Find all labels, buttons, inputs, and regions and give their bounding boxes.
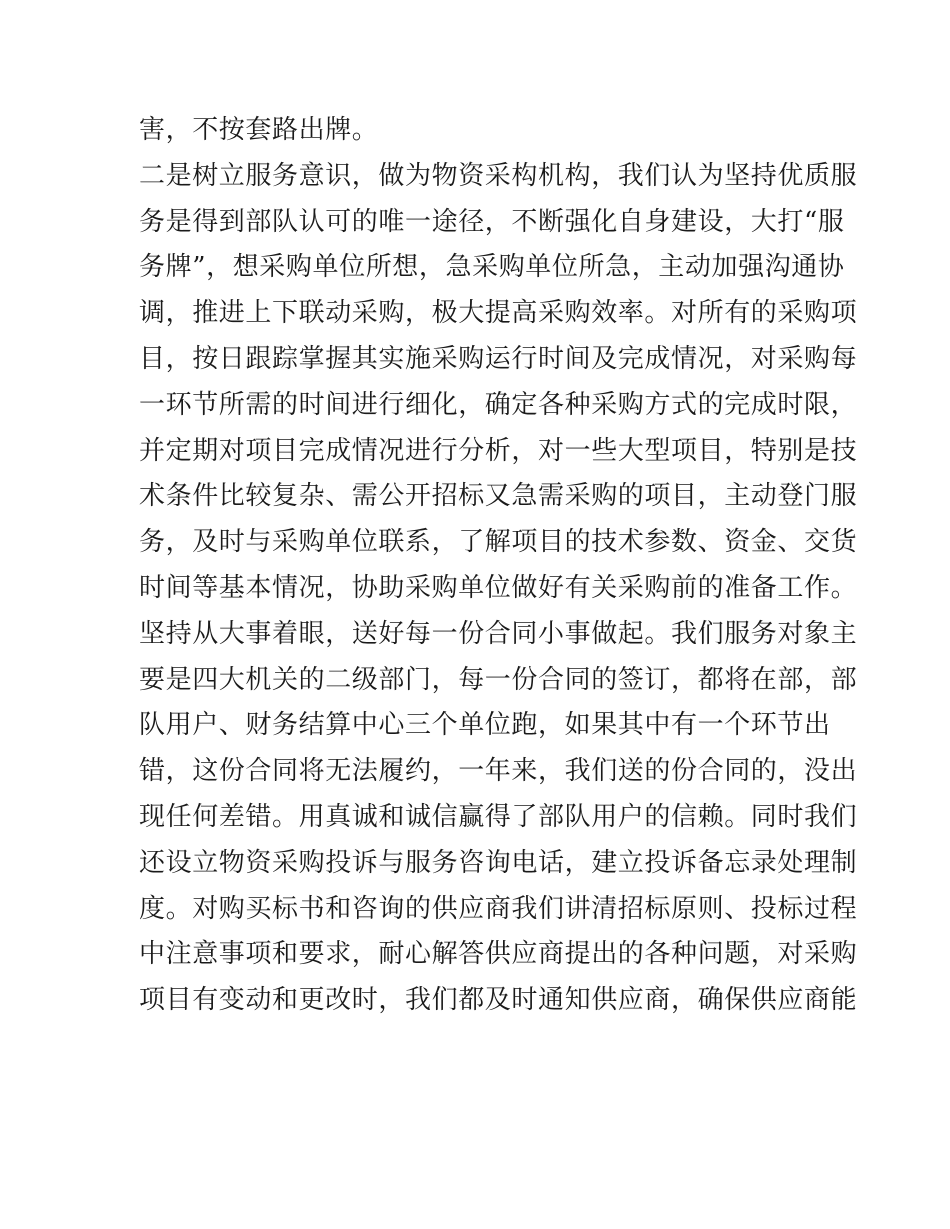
text-line: 中注意事项和要求，耐心解答供应商提出的各种问题，对采购: [139, 939, 858, 970]
text-line: 一环节所需的时间进行细化，确定各种采购方式的完成时限，: [139, 389, 858, 420]
text-line: 坚持从大事着眼，送好每一份合同小事做起。我们服务对象主: [139, 618, 858, 649]
text-line: 要是四大机关的二级部门，每一份合同的签订，都将在部，部: [139, 664, 858, 695]
text-line: 错，这份合同将无法履约，一年来，我们送的份合同的，没出: [139, 756, 858, 787]
text-line: 务是得到部队认可的唯一途径，不断强化自身建设，大打“服: [139, 206, 845, 237]
text-line: 并定期对项目完成情况进行分析，对一些大型项目，特别是技: [139, 435, 858, 466]
text-line: 项目有变动和更改时，我们都及时通知供应商，确保供应商能: [139, 985, 858, 1016]
text-line: 术条件比较复杂、需公开招标又急需采购的项目，主动登门服: [139, 481, 858, 512]
text-line: 时间等基本情况，协助采购单位做好有关采购前的准备工作。: [139, 572, 858, 603]
text-line: 还设立物资采购投诉与服务咨询电话，建立投诉备忘录处理制: [139, 847, 858, 878]
text-line: 务，及时与采购单位联系，了解项目的技术参数、资金、交货: [139, 527, 858, 558]
text-line: 目，按日跟踪掌握其实施采购运行时间及完成情况，对采购每: [139, 343, 858, 374]
body-text: [139, 108, 858, 1024]
text-line: 队用户、财务结算中心三个单位跑，如果其中有一个环节出: [139, 710, 831, 741]
text-line: 度。对购买标书和咨询的供应商我们讲清招标原则、投标过程: [139, 893, 858, 924]
text-line: 务牌”，想采购单位所想，急采购单位所急，主动加强沟通协: [139, 252, 845, 283]
text-line: 二是树立服务意识，做为物资采构机构，我们认为坚持优质服: [139, 160, 858, 191]
text-line: 现任何差错。用真诚和诚信赢得了部队用户的信赖。同时我们: [139, 801, 858, 832]
text-line: 调，推进上下联动采购，极大提高采购效率。对所有的采购项: [139, 298, 858, 329]
text-line: 害，不按套路出牌。: [139, 115, 379, 145]
